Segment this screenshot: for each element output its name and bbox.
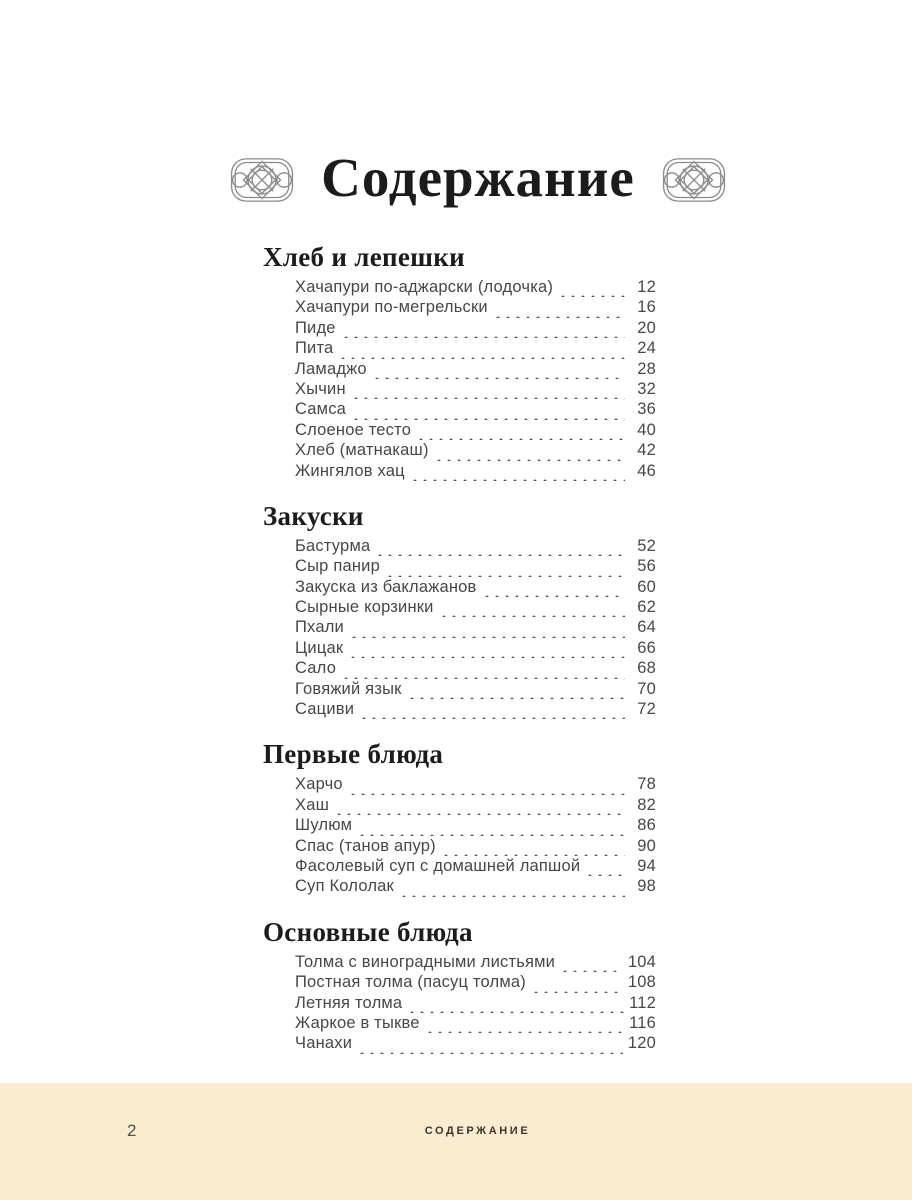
- section-heading: Первые блюда: [263, 739, 444, 770]
- entry-label: Жингялов хац: [295, 461, 405, 480]
- dot-leader: [437, 603, 625, 617]
- entry-page-number: 112: [629, 993, 656, 1012]
- dot-leader: [480, 583, 626, 597]
- toc-entry: [263, 461, 656, 481]
- celtic-knot-ornament-left-icon: [228, 152, 296, 208]
- dot-leader: [383, 563, 625, 577]
- entry-page-number: 42: [637, 441, 656, 460]
- dot-leader: [439, 842, 625, 856]
- toc-entry: [263, 1033, 656, 1053]
- entry-label: Хаш: [295, 795, 330, 814]
- toc-entry: [263, 277, 656, 297]
- entry-label: Постная толма (пасуц толма): [295, 973, 526, 992]
- toc-entry: [263, 379, 656, 399]
- dot-leader: [397, 883, 625, 897]
- dot-leader: [408, 467, 625, 481]
- entry-page-number: 104: [627, 952, 656, 971]
- entry-page-number: 120: [627, 1034, 656, 1053]
- entry-page-number: 12: [637, 278, 656, 296]
- dot-leader: [357, 705, 625, 719]
- toc-entry: [263, 617, 656, 637]
- entry-label: Говяжий язык: [295, 679, 402, 698]
- dot-leader: [346, 781, 625, 795]
- entry-page-number: 32: [637, 379, 656, 398]
- entry-label: Самса: [295, 400, 347, 419]
- toc-entry: [263, 359, 656, 379]
- entry-page-number: 28: [637, 359, 656, 378]
- celtic-knot-ornament-right-icon: [660, 152, 728, 208]
- dot-leader: [332, 801, 625, 815]
- toc-entry: [263, 658, 656, 678]
- toc-entry: [263, 556, 656, 576]
- toc-entry: [263, 440, 656, 460]
- entry-label: Чанахи: [295, 1034, 353, 1053]
- entry-label: Сало: [295, 659, 337, 678]
- entry-label: Хачапури по-аджарски (лодочка): [295, 278, 554, 296]
- entry-page-number: 36: [637, 400, 656, 419]
- dot-leader: [346, 644, 625, 658]
- entry-label: Сыр панир: [295, 557, 380, 576]
- entry-page-number: 64: [637, 618, 656, 637]
- toc-entry: [263, 856, 656, 876]
- entry-label: Шулюм: [295, 816, 353, 835]
- entry-label: Бастурма: [295, 536, 371, 555]
- entry-page-number: 20: [637, 318, 656, 337]
- entry-label: Сациви: [295, 700, 355, 719]
- toc-entry: [263, 972, 656, 992]
- toc-entry: [263, 638, 656, 658]
- entry-label: Пиде: [295, 318, 336, 337]
- dot-leader: [355, 822, 625, 836]
- toc-entry: [263, 338, 656, 358]
- dot-leader: [339, 665, 625, 679]
- toc-entry: [263, 297, 656, 317]
- entry-label: Летняя толма: [295, 993, 403, 1012]
- dot-leader: [432, 447, 625, 461]
- toc-entry: [263, 815, 656, 835]
- footer-strip: [0, 1083, 912, 1200]
- table-of-contents: [263, 242, 656, 1054]
- entry-label: Спас (танов апур): [295, 836, 436, 855]
- entry-page-number: 60: [637, 577, 656, 596]
- dot-leader: [423, 1019, 624, 1033]
- entry-page-number: 68: [637, 659, 656, 678]
- section-heading: Хлеб и лепешки: [263, 242, 465, 272]
- toc-entry: [263, 1013, 656, 1033]
- entry-label: Харчо: [295, 775, 343, 794]
- entry-label: Толма с виноградными листьями: [295, 952, 556, 971]
- entry-label: Хачапури по-мегрельски: [295, 298, 488, 317]
- entry-page-number: 90: [637, 836, 656, 855]
- dot-leader: [373, 542, 625, 556]
- title-row: [228, 140, 728, 220]
- entry-label: Слоеное тесто: [295, 420, 412, 439]
- entry-page-number: 108: [627, 973, 656, 992]
- entry-page-number: 116: [629, 1013, 656, 1032]
- toc-entry: [263, 993, 656, 1013]
- dot-leader: [349, 406, 625, 420]
- footer-page-number: 2: [127, 1121, 137, 1140]
- dot-leader: [347, 624, 625, 638]
- entry-page-number: 46: [637, 461, 656, 480]
- dot-leader: [414, 426, 625, 440]
- entry-page-number: 98: [637, 877, 656, 896]
- section-main-courses: [263, 917, 656, 1054]
- entry-page-number: 40: [637, 420, 656, 439]
- entry-page-number: 78: [637, 775, 656, 794]
- entry-page-number: 24: [637, 339, 656, 358]
- dot-leader: [336, 345, 625, 359]
- dot-leader: [558, 958, 623, 972]
- section-heading: Основные блюда: [263, 916, 473, 947]
- toc-entry: [263, 836, 656, 856]
- entry-page-number: 16: [637, 298, 656, 317]
- entry-page-number: 66: [637, 638, 656, 657]
- dot-leader: [349, 385, 625, 399]
- entry-page-number: 70: [637, 679, 656, 698]
- entry-page-number: 62: [637, 598, 656, 617]
- section-bread: [263, 242, 656, 481]
- dot-leader: [339, 324, 625, 338]
- section-first-courses: [263, 739, 656, 896]
- page-title: Содержание: [321, 146, 635, 208]
- entry-page-number: 72: [637, 700, 656, 719]
- toc-entry: [263, 597, 656, 617]
- entry-label: Суп Кололак: [295, 877, 394, 896]
- entry-page-number: 86: [637, 816, 656, 835]
- entry-label: Жаркое в тыкве: [295, 1013, 420, 1032]
- entry-label: Фасолевый суп с домашней лапшой: [295, 856, 581, 875]
- dot-leader: [355, 1040, 623, 1054]
- section-heading: Закуски: [263, 500, 364, 531]
- dot-leader: [583, 862, 625, 876]
- toc-entry: [263, 318, 656, 338]
- entry-page-number: 52: [637, 536, 656, 555]
- entry-label: Хычин: [295, 379, 346, 398]
- entry-label: Хлеб (матнакаш): [295, 441, 429, 460]
- entry-page-number: 94: [637, 856, 656, 875]
- toc-entry: [263, 795, 656, 815]
- toc-entry: [263, 577, 656, 597]
- entry-page-number: 82: [637, 795, 656, 814]
- toc-entry: [263, 536, 656, 556]
- section-appetizers: [263, 501, 656, 720]
- dot-leader: [556, 283, 625, 297]
- toc-entry: [263, 952, 656, 972]
- entry-page-number: 56: [637, 557, 656, 576]
- toc-entry: [263, 420, 656, 440]
- toc-entry: [263, 774, 656, 794]
- entry-label: Цицак: [295, 638, 344, 657]
- entry-label: Ламаджо: [295, 359, 367, 378]
- entry-label: Пита: [295, 339, 334, 358]
- entry-label: Пхали: [295, 618, 344, 637]
- dot-leader: [405, 999, 624, 1013]
- toc-entry: [263, 399, 656, 419]
- toc-entry: [263, 876, 656, 896]
- entry-label: Сырные корзинки: [295, 598, 434, 617]
- dot-leader: [529, 979, 623, 993]
- dot-leader: [405, 685, 625, 699]
- dot-leader: [370, 365, 625, 379]
- dot-leader: [491, 304, 625, 318]
- toc-entry: [263, 699, 656, 719]
- footer-running-title: СОДЕРЖАНИЕ: [424, 1125, 531, 1137]
- toc-entry: [263, 679, 656, 699]
- entry-label: Закуска из баклажанов: [295, 577, 477, 596]
